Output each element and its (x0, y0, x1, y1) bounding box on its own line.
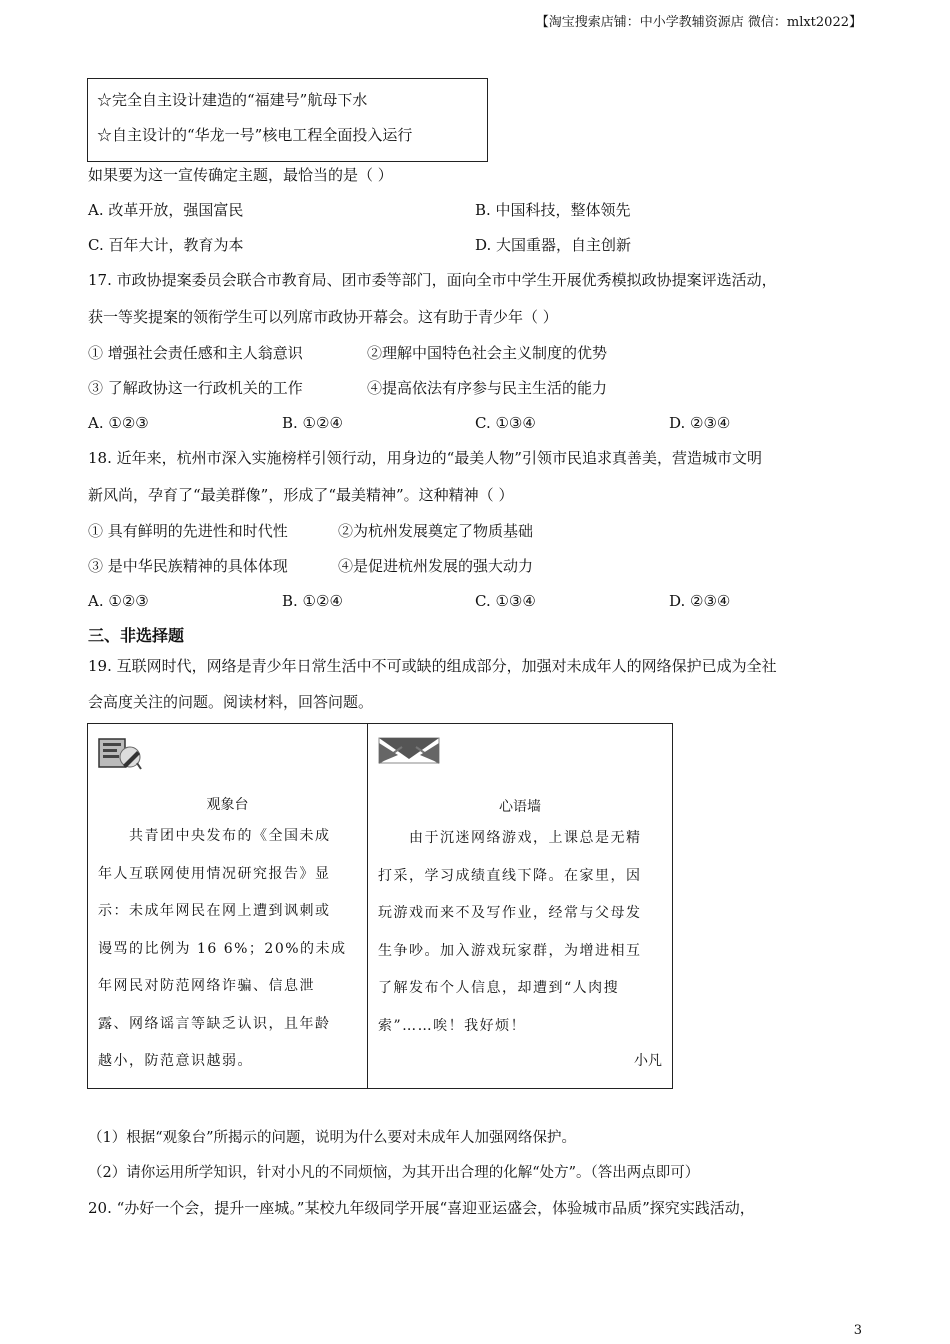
left-body-line: 示：未成年网民在网上遭到讽刺或 (98, 903, 331, 919)
right-body-line: 了解发布个人信息，却遭到“人肉搜 (378, 980, 620, 996)
right-cell-title: 心语墙 (499, 799, 541, 815)
q16-option-b: B. 中国科技，整体领先 (475, 201, 631, 219)
left-body-line: 共青团中央发布的《全国未成 (98, 828, 331, 844)
left-body-line: 越小，防范意识越弱。 (98, 1053, 253, 1069)
left-cell-body (98, 818, 362, 1081)
right-body-line: 索”……唉！我好烦！ (378, 1017, 527, 1034)
q18-item-2: ②为杭州发展奠定了物质基础 (338, 522, 534, 540)
q17-option-c: C. ①③④ (475, 414, 536, 432)
left-body-line: 年网民对防范网络诈骗、信息泄 (98, 978, 315, 994)
q18-option-c: C. ①③④ (475, 592, 536, 610)
right-cell-body (378, 820, 668, 1045)
envelope-icon (378, 735, 440, 769)
section-title: 三、非选择题 (88, 626, 185, 645)
report-icon (97, 735, 143, 775)
left-body-line: 谩骂的比例为 16 6%；20%的未成 (98, 940, 347, 957)
right-body-line: 由于沉迷网络游戏，上课总是无精 (378, 830, 642, 846)
q18-stem-line-1: 18. 近年来，杭州市深入实施榜样引领行动，用身边的“最美人物”引领市民追求真善美，营造城市文明 (88, 449, 762, 467)
left-cell-title: 观象台 (206, 797, 249, 813)
q18-option-a: A. ①②③ (88, 592, 149, 610)
q17-item-3: ③ 了解政协这一行政机关的工作 (88, 379, 303, 397)
right-body-line: 生争吵。加入游戏玩家群，为增进相互 (378, 942, 642, 959)
q20-stem-line-1: 20. “办好一个会，提升一座城。”某校九年级同学开展“喜迎亚运盛会，体验城市品质”探究实践活动， (88, 1199, 755, 1217)
q19-stem-line-2: 会高度关注的问题。阅读材料，回答问题。 (88, 693, 374, 711)
q16-material-box (87, 78, 488, 162)
q18-option-b: B. ①②④ (282, 592, 343, 610)
q18-item-1: ① 具有鲜明的先进性和时代性 (88, 522, 288, 540)
q19-material-table (87, 723, 673, 1089)
q16-option-a: A. 改革开放，强国富民 (88, 201, 244, 219)
left-body-line: 露、网络谣言等缺乏认识，且年龄 (98, 1015, 331, 1032)
q16-box-line-2: ☆自主设计的“华龙一号”核电工程全面投入运行 (97, 126, 413, 144)
q19-sub-question-2: （2）请你运用所学知识，针对小凡的不同烦恼，为其开出合理的化解“处方”。（答出两点即可） (88, 1165, 700, 1181)
table-divider (367, 724, 368, 1088)
q18-item-3: ③ 是中华民族精神的具体体现 (88, 557, 288, 575)
q17-item-2: ②理解中国特色社会主义制度的优势 (367, 344, 608, 362)
q17-option-d: D. ②③④ (669, 414, 731, 432)
left-body-line: 年人互联网使用情况研究报告》显 (98, 865, 331, 882)
page-number: 3 (853, 1323, 862, 1338)
q19-stem-line-1: 19. 互联网时代，网络是青少年日常生活中不可或缺的组成部分，加强对未成年人的网络保护已成为全社 (88, 657, 777, 675)
q16-option-d: D. 大国重器，自主创新 (475, 236, 632, 254)
q16-stem: 如果要为这一宣传确定主题，最恰当的是（ ） (88, 166, 393, 184)
q17-stem-line-2: 获一等奖提案的领衔学生可以列席市政协开幕会。这有助于青少年（ ） (88, 308, 558, 326)
q18-item-4: ④是促进杭州发展的强大动力 (338, 557, 534, 575)
page-header: 【淘宝搜索店铺：中小学教辅资源店 微信：mlxt2022】 (535, 15, 862, 30)
signature: 小凡 (634, 1053, 662, 1069)
q17-stem-line-1: 17. 市政协提案委员会联合市教育局、团市委等部门，面向全市中学生开展优秀模拟政协提案评选活动， (88, 271, 777, 289)
q17-option-b: B. ①②④ (282, 414, 343, 432)
q16-box-line-1: ☆完全自主设计建造的“福建号”航母下水 (97, 91, 368, 109)
q17-item-4: ④提高依法有序参与民主生活的能力 (367, 379, 608, 397)
q18-option-d: D. ②③④ (669, 592, 731, 610)
right-body-line: 玩游戏而来不及写作业，经常与父母发 (378, 905, 642, 921)
right-body-line: 打采，学习成绩直线下降。在家里，因 (378, 867, 642, 884)
q17-item-1: ① 增强社会责任感和主人翁意识 (88, 344, 303, 362)
q16-option-c: C. 百年大计，教育为本 (88, 236, 244, 254)
q19-sub-question-1: （1）根据“观象台”所揭示的问题，说明为什么要对未成年人加强网络保护。 (88, 1130, 577, 1146)
q17-option-a: A. ①②③ (88, 414, 149, 432)
q18-stem-line-2: 新风尚，孕育了“最美群像”，形成了“最美精神”。这种精神（ ） (88, 486, 514, 504)
